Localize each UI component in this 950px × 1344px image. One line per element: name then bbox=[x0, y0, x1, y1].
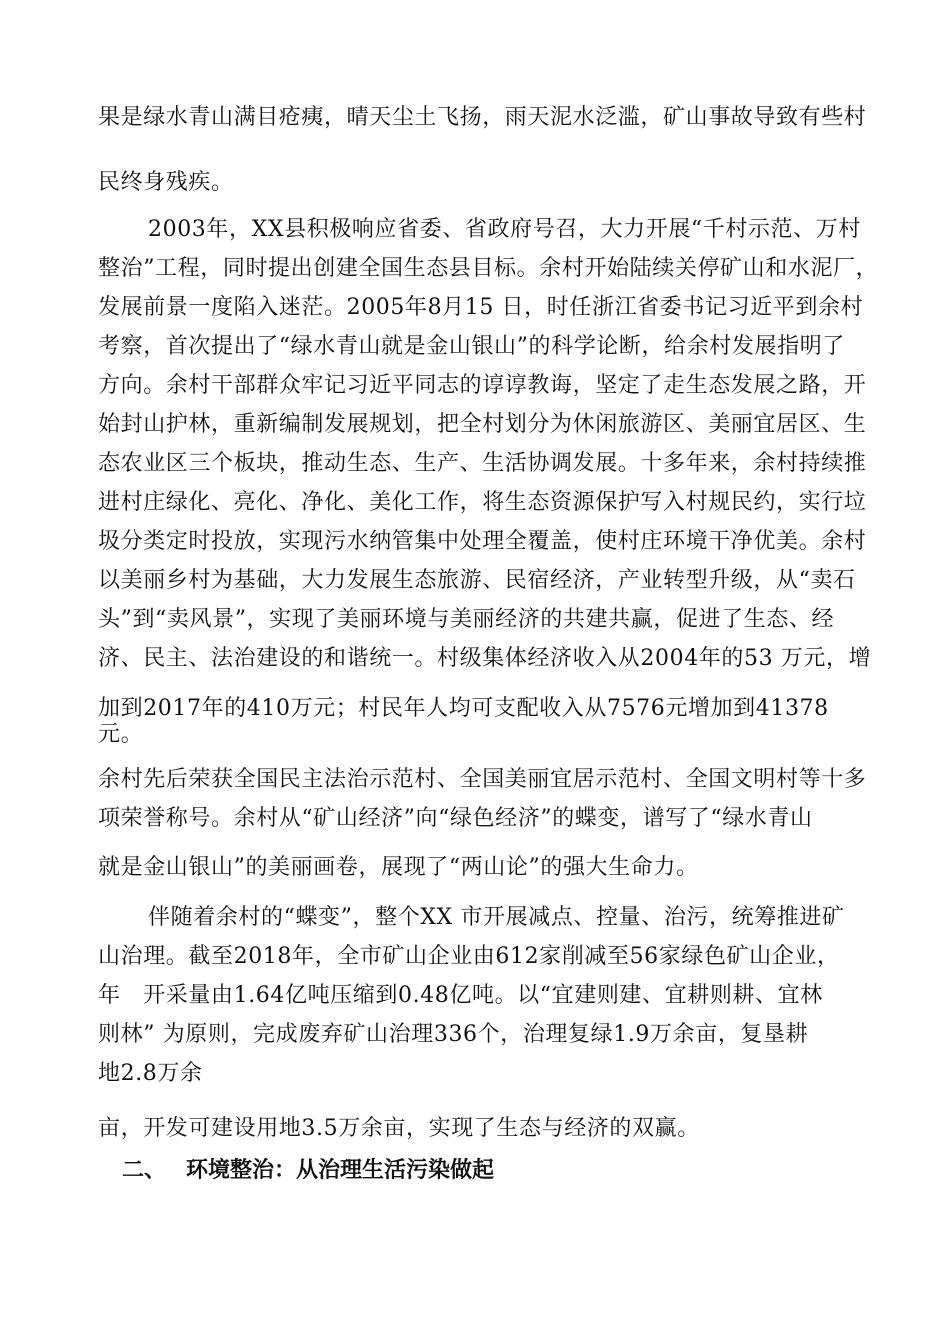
text-line: 进村庄绿化、亮化、净化、美化工作，将生态资源保护写入村规民约，实行垃 bbox=[98, 490, 867, 515]
text-line: 年 开采量由1.64亿吨压缩到0.48亿吨。以“宜建则建、宜耕则耕、宜林 bbox=[98, 983, 823, 1008]
text-line: 整治”工程，同时提出创建全国生态县目标。余村开始陆续关停矿山和水泥厂， bbox=[98, 256, 879, 281]
text-line: 圾分类定时投放，实现污水纳管集中处理全覆盖，使村庄环境干净优美。余村 bbox=[98, 529, 867, 554]
text-line: 以美丽乡村为基础，大力发展生态旅游、民宿经济，产业转型升级，从“卖石 bbox=[98, 568, 856, 593]
text-line: 发展前景一度陷入迷茫。2005年8月15 日，时任浙江省委书记习近平到余村 bbox=[98, 295, 864, 320]
text-line: 亩，开发可建设用地3.5万余亩，实现了生态与经济的双赢。 bbox=[98, 1116, 700, 1141]
text-line: 济、民主、法治建设的和谐统一。村级集体经济收入从2004年的53 万元，增 bbox=[98, 646, 872, 671]
text-line: 方向。余村干部群众牢记习近平同志的谆谆教诲，坚定了走生态发展之路，开 bbox=[98, 373, 867, 398]
text-line: 加到2017年的410万元；村民年人均可支配收入从7576元增加到41378 bbox=[98, 696, 829, 721]
text-line: 考察，首次提出了“绿水青山就是金山银山”的科学论断，给余村发展指明了 bbox=[98, 334, 845, 359]
text-line: 果是绿水青山满目疮痍，晴天尘土飞扬，雨天泥水泛滥，矿山事故导致有些村 bbox=[98, 105, 867, 130]
section-title: 环境整治：从治理生活污染做起 bbox=[186, 1158, 495, 1183]
text-line: 头”到“卖风景”，实现了美丽环境与美丽经济的共建共赢，促进了生态、经 bbox=[98, 607, 835, 632]
section-number: 二、 bbox=[122, 1158, 167, 1183]
text-line: 始封山护林，重新编制发展规划，把全村划分为休闲旅游区、美丽宜居区、生 bbox=[98, 412, 867, 437]
paragraph-first-line: 伴随着余村的“蝶变”，整个XX 市开展减点、控量、治污，统筹推进矿 bbox=[148, 905, 845, 930]
paragraph-first-line: 2003年，XX县积极响应省委、省政府号召，大力开展“千村示范、万村 bbox=[148, 217, 861, 242]
text-line: 元。 bbox=[98, 722, 144, 747]
text-line: 态农业区三个板块，推动生态、生产、生活协调发展。十多年来，余村持续推 bbox=[98, 451, 867, 476]
text-line: 就是金山银山”的美丽画卷，展现了“两山论”的强大生命力。 bbox=[98, 855, 699, 880]
text-line: 山治理。截至2018年，全市矿山企业由612家削减至56家绿色矿山企业， bbox=[98, 944, 840, 969]
text-line: 民终身残疾。 bbox=[98, 170, 234, 195]
text-line: 地2.8万余 bbox=[98, 1061, 203, 1086]
section-heading bbox=[122, 1156, 494, 1186]
text-line: 项荣誉称号。余村从“矿山经济”向“绿色经济”的蝶变，谱写了“绿水青山 bbox=[98, 806, 813, 831]
text-line: 则林” 为原则，完成废弃矿山治理336个，治理复绿1.9万余亩，复垦耕 bbox=[98, 1022, 809, 1047]
text-line: 余村先后荣获全国民主法治示范村、全国美丽宜居示范村、全国文明村等十多 bbox=[98, 767, 867, 792]
